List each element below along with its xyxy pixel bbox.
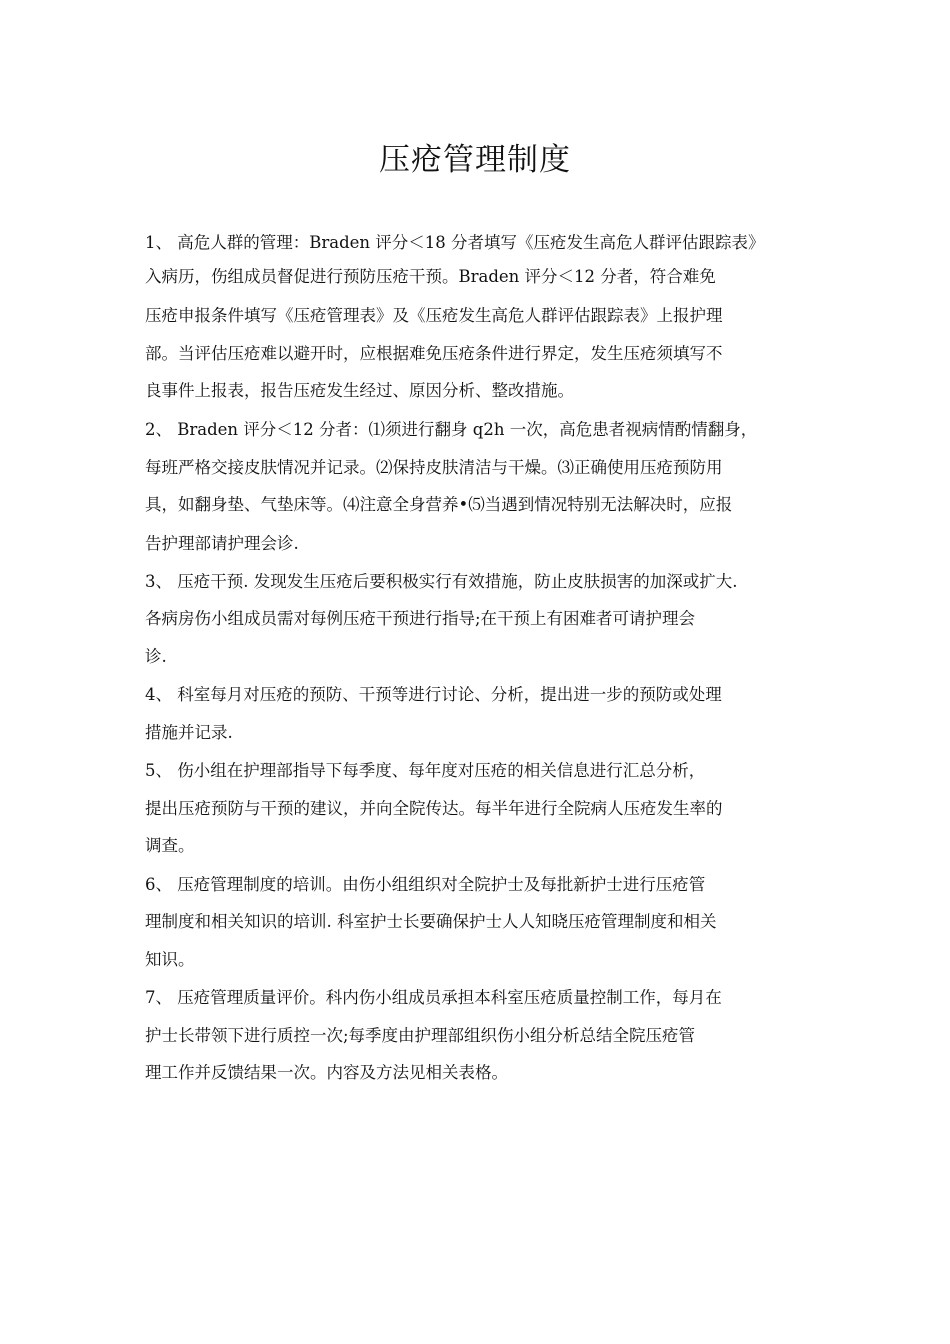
body-line: 1、 高危人群的管理：Braden 评分＜18 分者填写《压疮发生高危人群评估跟踪表》: [145, 233, 765, 252]
body-line: 调查。: [145, 836, 195, 855]
body-line: 措施并记录.: [145, 723, 233, 742]
body-line: 具，如翻身垫、气垫床等。⑷注意全身营养•⑸当遇到情况特别无法解决时，应报: [145, 495, 733, 514]
body-line: 理制度和相关知识的培训. 科室护士长要确保护士人人知晓压疮管理制度和相关: [145, 912, 717, 931]
body-line: 提出压疮预防与干预的建议，并向全院传达。每半年进行全院病人压疮发生率的: [145, 799, 723, 818]
body-line: 3、 压疮干预. 发现发生压疮后要积极实行有效措施，防止皮肤损害的加深或扩大.: [145, 572, 738, 591]
body-line: 诊.: [145, 647, 167, 666]
body-line: 良事件上报表，报告压疮发生经过、原因分析、整改措施。: [145, 381, 574, 400]
body-line: 入病历，伤组成员督促进行预防压疮干预。Braden 评分＜12 分者，符合难免: [145, 267, 716, 286]
body-line: 部。当评估压疮难以避开时，应根据难免压疮条件进行界定，发生压疮须填写不: [145, 344, 723, 363]
body-line: 护士长带领下进行质控一次;每季度由护理部组织伤小组分析总结全院压疮管: [145, 1026, 696, 1045]
body-line: 理工作并反馈结果一次。内容及方法见相关表格。: [145, 1063, 508, 1082]
body-line: 各病房伤小组成员需对每例压疮干预进行指导;在干预上有困难者可请护理会: [145, 609, 696, 628]
body-line: 2、 Braden 评分＜12 分者：⑴须进行翻身 q2h 一次，高危患者视病情酌情翻身，: [145, 420, 758, 439]
body-line: 告护理部请护理会诊.: [145, 534, 299, 553]
body-line: 5、 伤小组在护理部指导下每季度、每年度对压疮的相关信息进行汇总分析，: [145, 761, 706, 780]
body-line: 压疮申报条件填写《压疮管理表》及《压疮发生高危人群评估跟踪表》上报护理: [145, 306, 723, 325]
body-line: 6、 压疮管理制度的培训。由伤小组组织对全院护士及每批新护士进行压疮管: [145, 875, 706, 894]
body-line: 每班严格交接皮肤情况并记录。⑵保持皮肤清洁与干燥。⑶正确使用压疮预防用: [145, 458, 723, 477]
body-line: 知识。: [145, 950, 195, 969]
document-title: 压疮管理制度: [379, 142, 571, 178]
body-line: 7、 压疮管理质量评价。科内伤小组成员承担本科室压疮质量控制工作，每月在: [145, 988, 722, 1007]
body-line: 4、 科室每月对压疮的预防、干预等进行讨论、分析，提出进一步的预防或处理: [145, 685, 722, 704]
